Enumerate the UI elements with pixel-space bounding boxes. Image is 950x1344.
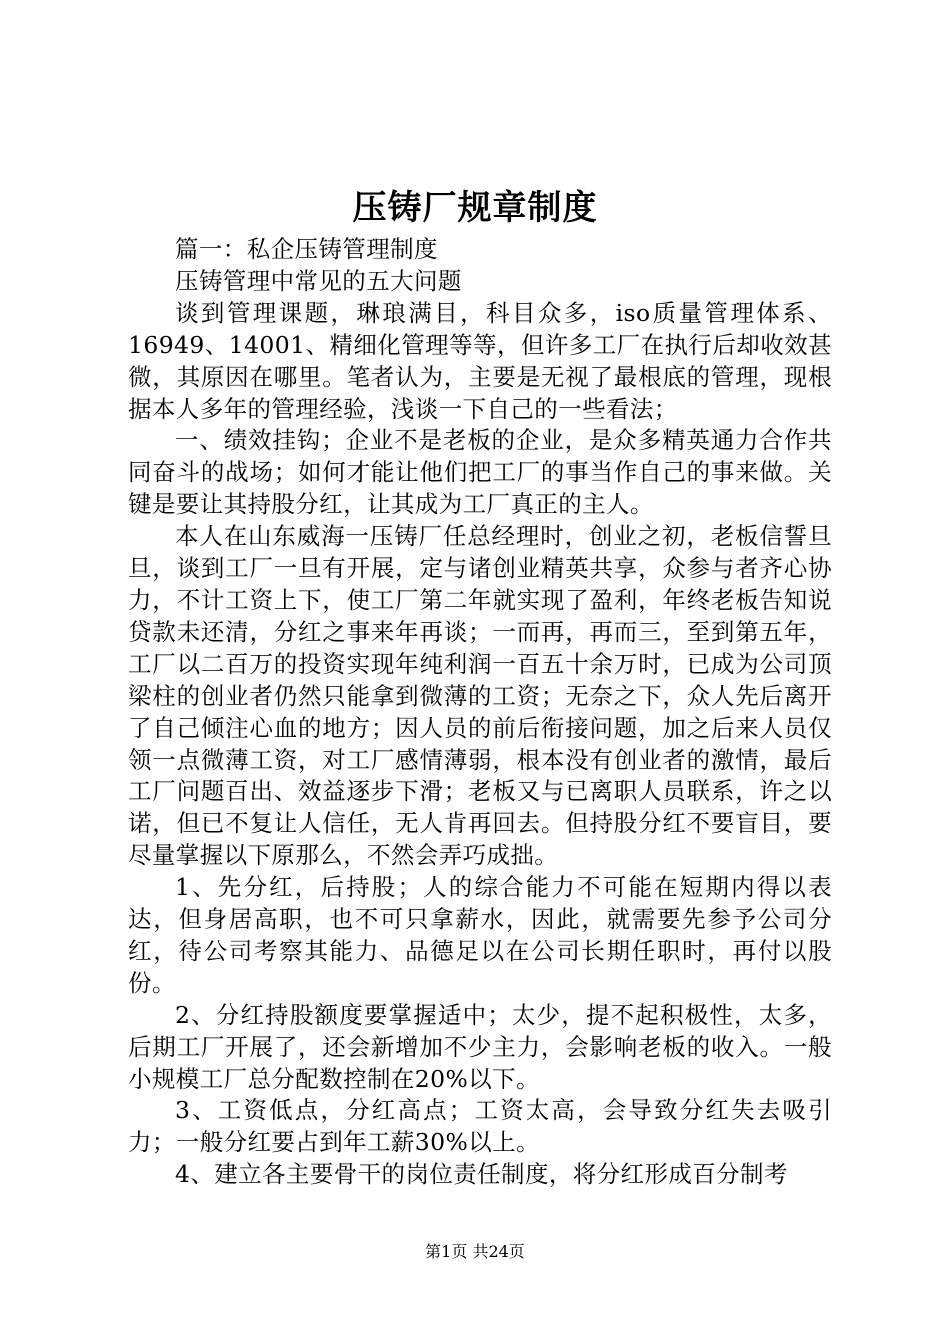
document-body xyxy=(128,234,832,1191)
paragraph: 一、绩效挂钩；企业不是老板的企业，是众多精英通力合作共同奋斗的战场；如何才能让他们把工厂的事当作自己的事来做。关键是要让其持股分红，让其成为工厂真正的主人。 xyxy=(128,426,832,519)
paragraph-subheading: 压铸管理中常见的五大问题 xyxy=(175,266,462,295)
document-title: 压铸厂规章制度 xyxy=(352,188,598,228)
paragraph-section-heading: 篇一：私企压铸管理制度 xyxy=(175,235,438,263)
paragraph: 1、先分红，后持股；人的综合能力不可能在短期内得以表达，但身居高职，也不可只拿薪水，因此，就需要先参予公司分红，待公司考察其能力、品德足以在公司长期任职时，再付以股份。 xyxy=(128,873,832,997)
paragraph: 2、分红持股额度要掌握适中；太少，提不起积极性，太多，后期工厂开展了，还会新增加不少主力，会影响老板的收入。一般小规模工厂总分配数控制在20%以下。 xyxy=(128,1000,832,1093)
paragraph: 本人在山东威海一压铸厂任总经理时，创业之初，老板信誓旦旦，谈到工厂一旦有开展，定与诸创业精英共享，众参与者齐心协力，不计工资上下，使工厂第二年就实现了盈利，年终老板告知说贷款未还清，分红之事来年再谈；一而再，再而三，至到第五年，工厂以二百万的投资实现年纯利润一百五十余万时，已成为公司顶梁柱的创业者仍然只能拿到微薄的工资；无奈之下，众人先后离开了自己倾注心血的地方；因人员的前后衔接问题，加之后来人员仅领一点微薄工资，对工厂感情薄弱，根本没有创业者的激情，最后工厂问题百出、效益逐步下滑；老板又与已离职人员联系，许之以诺，但已不复让人信任，无人肯再回去。但持股分红不要盲目，要尽量掌握以下原那么，不然会弄巧成拙。 xyxy=(128,522,832,870)
paragraph: 4、建立各主要骨干的岗位责任制度，将分红形成百分制考 xyxy=(175,1160,788,1189)
paragraph: 3、工资低点，分红高点；工资太高，会导致分红失去吸引力；一般分红要占到年工薪30%以上。 xyxy=(128,1096,832,1157)
paragraph: 谈到管理课题，琳琅满目，科目众多，iso质量管理体系、16949、14001、精细化管理等等，但许多工厂在执行后却收效甚微，其原因在哪里。笔者认为，主要是无视了最根底的管理，现根据本人多年的管理经验，浅谈一下自己的一些看法； xyxy=(128,298,832,423)
page-number-footer: 第1页 共24页 xyxy=(425,1242,525,1261)
